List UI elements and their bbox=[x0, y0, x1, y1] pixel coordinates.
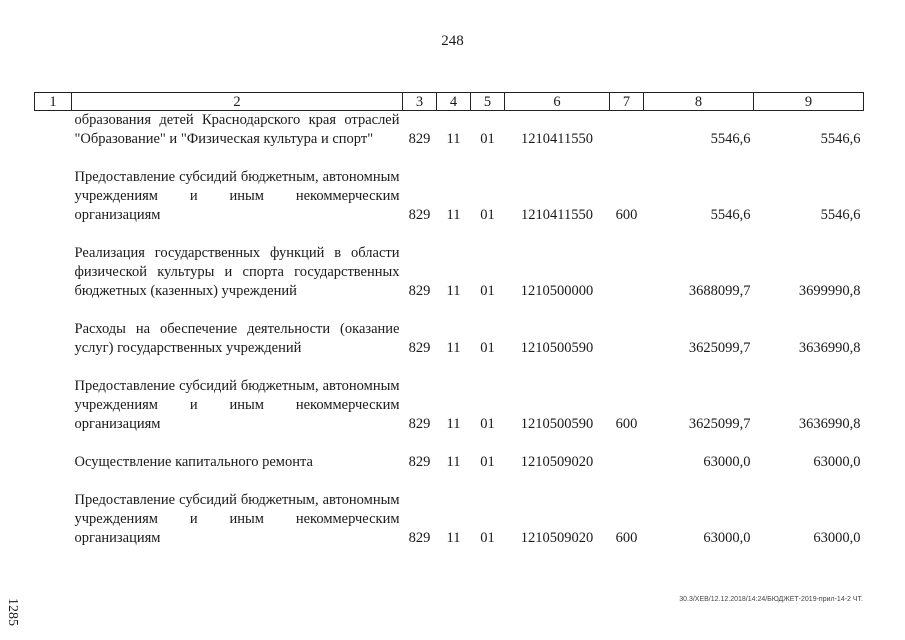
row-code-ministry: 829 bbox=[408, 416, 431, 432]
row-spacer bbox=[35, 149, 864, 168]
row-code-expense-type bbox=[610, 244, 644, 301]
table-body bbox=[35, 111, 864, 549]
row-code-target: 1210509020 bbox=[520, 454, 594, 470]
row-code-subsection: 01 bbox=[480, 131, 495, 147]
row-amount-2020: 5546,6 bbox=[820, 131, 861, 147]
row-code-subsection: 01 bbox=[480, 340, 495, 356]
row-code-ministry: 829 bbox=[408, 207, 431, 223]
row-code-ministry: 829 bbox=[408, 340, 431, 356]
row-code-subsection: 01 bbox=[480, 283, 495, 299]
row-code-expense-type: 600 bbox=[615, 416, 638, 432]
row-code-expense-type bbox=[610, 453, 644, 472]
row-spacer bbox=[35, 225, 864, 244]
row-description: Расходы на обеспечение деятельности (оказание услуг) государственных учреждений bbox=[74, 321, 400, 356]
row-description: Осуществление капитального ремонта bbox=[74, 454, 313, 470]
margin-number: 1285 bbox=[5, 598, 20, 626]
row-code-ministry: 829 bbox=[408, 283, 431, 299]
row-col-1 bbox=[35, 320, 72, 358]
row-col-1 bbox=[35, 453, 72, 472]
row-spacer bbox=[35, 301, 864, 320]
row-col-1 bbox=[35, 491, 72, 548]
row-col-1 bbox=[35, 111, 72, 150]
header-cell-6: 6 bbox=[505, 93, 610, 111]
spacer-cell bbox=[35, 358, 864, 377]
row-description: образования детей Краснодарского края отраслей "Образование" и "Физическая культура и спорт" bbox=[74, 112, 400, 147]
header-cell-1: 1 bbox=[35, 93, 72, 111]
row-code-expense-type bbox=[610, 320, 644, 358]
row-spacer bbox=[35, 472, 864, 491]
row-amount-2020: 63000,0 bbox=[813, 454, 861, 470]
table-row bbox=[35, 377, 864, 434]
row-amount-2020: 3636990,8 bbox=[798, 340, 861, 356]
header-cell-4: 4 bbox=[437, 93, 471, 111]
row-code-section: 11 bbox=[446, 530, 461, 546]
table-row bbox=[35, 111, 864, 150]
row-code-expense-type: 600 bbox=[615, 530, 638, 546]
row-description: Реализация государственных функций в области физической культуры и спорта государственных бюджетных (казенных) учреждений bbox=[74, 245, 400, 299]
row-code-ministry: 829 bbox=[408, 131, 431, 147]
row-amount-2019: 3688099,7 bbox=[688, 283, 751, 299]
spacer-cell bbox=[35, 472, 864, 491]
row-code-ministry: 829 bbox=[408, 454, 431, 470]
header-cell-5: 5 bbox=[471, 93, 505, 111]
row-code-target: 1210411550 bbox=[521, 207, 593, 223]
row-col-1 bbox=[35, 168, 72, 225]
table-row bbox=[35, 168, 864, 225]
table-row bbox=[35, 320, 864, 358]
row-amount-2020: 63000,0 bbox=[813, 530, 861, 546]
header-row bbox=[35, 93, 864, 111]
row-amount-2019: 5546,6 bbox=[710, 131, 751, 147]
row-amount-2019: 63000,0 bbox=[703, 530, 751, 546]
row-code-expense-type: 600 bbox=[615, 207, 638, 223]
spacer-cell bbox=[35, 301, 864, 320]
budget-table bbox=[34, 92, 864, 548]
row-description: Предоставление субсидий бюджетным, автономным учреждениям и иным некоммерческим организациям bbox=[74, 169, 400, 223]
header-cell-8: 8 bbox=[644, 93, 754, 111]
table-row bbox=[35, 453, 864, 472]
row-code-subsection: 01 bbox=[480, 454, 495, 470]
row-code-subsection: 01 bbox=[480, 530, 495, 546]
row-amount-2019: 63000,0 bbox=[703, 454, 751, 470]
row-amount-2019: 3625099,7 bbox=[688, 416, 751, 432]
row-code-section: 11 bbox=[446, 454, 461, 470]
row-code-target: 1210500590 bbox=[520, 416, 594, 432]
row-description: Предоставление субсидий бюджетным, автономным учреждениям и иным некоммерческим организациям bbox=[74, 492, 400, 546]
row-code-expense-type bbox=[610, 111, 644, 150]
spacer-cell bbox=[35, 434, 864, 453]
spacer-cell bbox=[35, 225, 864, 244]
row-spacer bbox=[35, 358, 864, 377]
row-code-section: 11 bbox=[446, 340, 461, 356]
row-code-section: 11 bbox=[446, 283, 461, 299]
row-col-1 bbox=[35, 244, 72, 301]
row-code-target: 1210500000 bbox=[520, 283, 594, 299]
header-cell-7: 7 bbox=[610, 93, 644, 111]
table-header bbox=[35, 93, 864, 111]
row-code-subsection: 01 bbox=[480, 207, 495, 223]
row-code-target: 1210509020 bbox=[520, 530, 594, 546]
footer-code: 30.3/ХЕВ/12.12.2018/14:24/БЮДЖЕТ-2019-прил-14-2 ЧТ. bbox=[679, 596, 863, 603]
row-code-section: 11 bbox=[446, 207, 461, 223]
row-code-target: 1210500590 bbox=[520, 340, 594, 356]
row-description: Предоставление субсидий бюджетным, автономным учреждениям и иным некоммерческим организациям bbox=[74, 378, 400, 432]
row-amount-2020: 5546,6 bbox=[820, 207, 861, 223]
row-code-target: 1210411550 bbox=[521, 131, 593, 147]
row-code-ministry: 829 bbox=[408, 530, 431, 546]
row-amount-2019: 3625099,7 bbox=[688, 340, 751, 356]
header-cell-2: 2 bbox=[72, 93, 403, 111]
header-cell-3: 3 bbox=[403, 93, 437, 111]
row-amount-2019: 5546,6 bbox=[710, 207, 751, 223]
row-amount-2020: 3636990,8 bbox=[798, 416, 861, 432]
row-code-section: 11 bbox=[446, 131, 461, 147]
row-spacer bbox=[35, 434, 864, 453]
spacer-cell bbox=[35, 149, 864, 168]
row-code-section: 11 bbox=[446, 416, 461, 432]
row-code-subsection: 01 bbox=[480, 416, 495, 432]
row-amount-2020: 3699990,8 bbox=[798, 283, 861, 299]
page-number: 248 bbox=[441, 33, 464, 49]
row-col-1 bbox=[35, 377, 72, 434]
header-cell-9: 9 bbox=[754, 93, 864, 111]
table-row bbox=[35, 491, 864, 548]
table-row bbox=[35, 244, 864, 301]
